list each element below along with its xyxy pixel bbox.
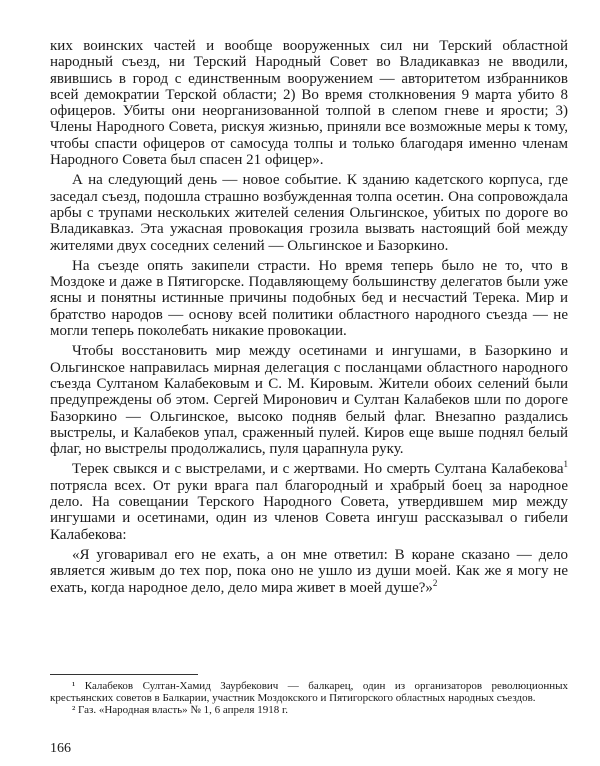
footnote-ref: 2 <box>432 577 438 588</box>
paragraph-text: «Я уговаривал его не ехать, а он мне ответил: В коране сказано — дело является живым до тех пор, пока оно не ушло из души моей. Как же я могу не ехать, когда народное дело, дело мира живет в моей душе?» <box>50 546 568 596</box>
paragraph-3 <box>50 258 568 339</box>
paragraph-text: А на следующий день — новое событие. К зданию кадетского корпуса, где заседал съезд, подошла страшно возбужденная толпа осетин. Она сопровождала арбы с трупами нескольких жителей селения Ольгинское, убитых по дороге во Владикавказ. Эта ужасная провокация грозила вызвать настоящий бой между жителями двух соседних селений — Ольгинское и Базоркино. <box>50 172 568 254</box>
paragraph-text: На съезде опять закипели страсти. Но время теперь было не то, что в Моздоке и даже в Пятигорске. Подавляющему большинству делегатов были уже ясны и понятны истинные причины подобных бед и несчастий Терека. Мир и братство народов — основу всей политики областного народного съезда — не могли теперь поколебать никакие провокации. <box>50 257 568 340</box>
main-text <box>50 38 568 596</box>
footnote-2: ² Газ. «Народная власть» № 1, 6 апреля 1918 г. <box>72 704 288 716</box>
footnote-divider <box>50 674 198 675</box>
paragraph-text: потрясла всех. От руки врага пал благородный и храбрый боец за народное дело. На совещании Терского Народного Совета, утвердившем мир между ингушами и осетинами, один из членов Совета ингуш рассказывал о гибели Калабекова: <box>50 477 568 543</box>
paragraph-text: Чтобы восстановить мир между осетинами и ингушами, в Базоркино и Ольгинское направилась мирная делегация с посланцами областного народного съезда Султаном Калабековым и С. М. Кировым. Жители обоих селений были предупреждены об этом. Сергей Миронович и Султан Калабеков шли по дороге Базоркино — Ольгинское, высоко подняв белый флаг. Внезапно раздались выстрелы, и Калабеков упал, сраженный пулей. Киров еще выше поднял белый флаг, но выстрелы продолжались, пуля царапнула руку. <box>50 343 568 458</box>
paragraph-text: ких воинских частей и вообще вооруженных сил ни Терский областной народный съезд, ни Терский Народный Совет во Владикавказ не вводили, явившись в город с единственным вооружением — авторитетом избранников всей демократии Терской области; 2) Во время столкновения 9 марта убито 8 офицеров. Убиты они неорганизованной толпой в слепом гневе и ярости; 3) Члены Народного Совета, рискуя жизнью, приняли все возможные меры к тому, чтобы спасти офицеров от самосуда толпы и только благодаря именно членам Народного Совета был спасен 21 офицер». <box>50 38 568 169</box>
paragraph-5 <box>50 461 568 542</box>
footnote-1: ¹ Калабеков Султан-Хамид Заурбекович — балкарец, один из организаторов революционных крестьянских советов в Балкарии, участник Моздокского и Пятигорского областных народных съездов. <box>50 680 568 704</box>
page-number: 166 <box>50 741 71 756</box>
paragraph-2 <box>50 172 568 253</box>
paragraph-4 <box>50 343 568 457</box>
paragraph-6 <box>50 547 568 596</box>
footnotes <box>50 680 568 716</box>
paragraph-text: Терек свыкся и с выстрелами, и с жертвами. Но смерть Султана Калабекова <box>72 461 564 478</box>
paragraph-1 <box>50 38 568 168</box>
footnote-ref: 1 <box>563 459 568 470</box>
